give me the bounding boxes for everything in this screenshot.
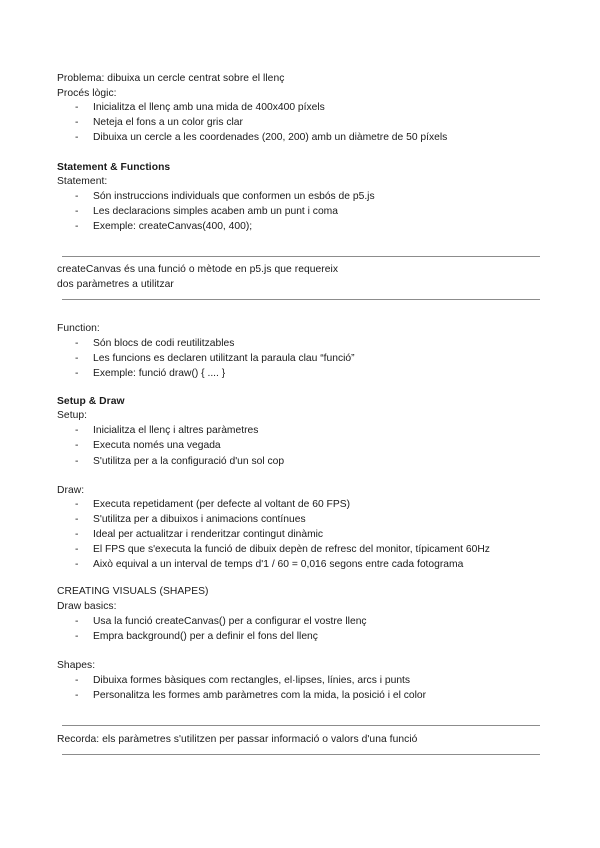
note-line: createCanvas és una funció o mètode en p5.js que requereix <box>57 264 339 275</box>
bullet-dash: - <box>75 206 79 217</box>
divider <box>62 725 540 726</box>
section-heading-creating-visuals: CREATING VISUALS (SHAPES) <box>57 586 209 597</box>
shapes-label: Shapes: <box>57 660 96 671</box>
setup-label: Setup: <box>57 410 88 421</box>
document-page: Problema: dibuixa un cercle centrat sobre el llenç Procés lògic: - Inicialitza el llenç amb una mida de 400x400 píxels - Neteja el fons a un color gris clar - Dibuixa un cercle a les coordenades (200, 200) amb un diàmetre de 50 píxels Statement & Functions Statement: - Són instruccions individuals que conformen un esbós de p5.js - Les declaracions simples acaben amb un punt i coma - Exemple: createCanvas(400, 400); createCanvas és una funció o mètode en p5.js que requereix dos paràmetres a utilitzar Function: - Són blocs de codi reutilitzables - Les funcions es declaren utilitzant la paraula clau “funció” - Exemple: funció draw() { .... } Setup & Draw Setup: - Inicialitza el llenç i altres paràmetres - Executa només una vegada - S'utilitza per a la configuració d'un sol cop Draw: - Executa repetidament (per defecte al voltant de 60 FPS) - S'utilitza per a dibuixos i animacions contínues - Ideal per actualitzar i renderitzar contingut dinàmic - El FPS que s'executa la funció de dibuix depèn de refresc del monitor, típicament 60Hz - Això equival a un interval de temps d'1 / 60 = 0,016 segons entre cada fotograma CREATING VISUALS (SHAPES) Draw basics: - Usa la funció createCanvas() per a configurar el vostre llenç - Empra background() per a definir el fons del llenç Shapes: - Dibuixa formes bàsiques com rectangles, el·lipses, línies, arcs i punts - Personalitza les formes amb paràmetres com la mida, la posició i el color Recorda: els paràmetres s'utilitzen per passar informació o valors d'una funció <box>0 0 600 848</box>
process-label: Procés lògic: <box>57 88 117 99</box>
bullet-dash: - <box>75 353 79 364</box>
function-label: Function: <box>57 323 100 334</box>
reminder-text: Recorda: els paràmetres s'utilitzen per passar informació o valors d'una funció <box>57 734 418 745</box>
bullet-dash: - <box>75 559 79 570</box>
section-heading-setup-draw: Setup & Draw <box>57 396 125 407</box>
bullet-dash: - <box>75 675 79 686</box>
bullet-dash: - <box>75 338 79 349</box>
problem-title: Problema: dibuixa un cercle centrat sobre el llenç <box>57 73 285 84</box>
bullet-dash: - <box>75 631 79 642</box>
bullet-dash: - <box>75 102 79 113</box>
statement-label: Statement: <box>57 176 108 187</box>
draw-basics-label: Draw basics: <box>57 601 117 612</box>
section-heading-statement-functions: Statement & Functions <box>57 162 171 173</box>
bullet-dash: - <box>75 440 79 451</box>
bullet-dash: - <box>75 690 79 701</box>
bullet-dash: - <box>75 456 79 467</box>
bullet-dash: - <box>75 616 79 627</box>
bullet-dash: - <box>75 499 79 510</box>
draw-label: Draw: <box>57 485 85 496</box>
bullet-dash: - <box>75 514 79 525</box>
bullet-dash: - <box>75 117 79 128</box>
bullet-dash: - <box>75 529 79 540</box>
divider <box>62 754 540 755</box>
bullet-dash: - <box>75 544 79 555</box>
bullet-dash: - <box>75 221 79 232</box>
bullet-dash: - <box>75 191 79 202</box>
bullet-dash: - <box>75 132 79 143</box>
divider <box>62 256 540 257</box>
bullet-dash: - <box>75 368 79 379</box>
note-line: dos paràmetres a utilitzar <box>57 279 174 290</box>
divider <box>62 299 540 300</box>
bullet-dash: - <box>75 425 79 436</box>
